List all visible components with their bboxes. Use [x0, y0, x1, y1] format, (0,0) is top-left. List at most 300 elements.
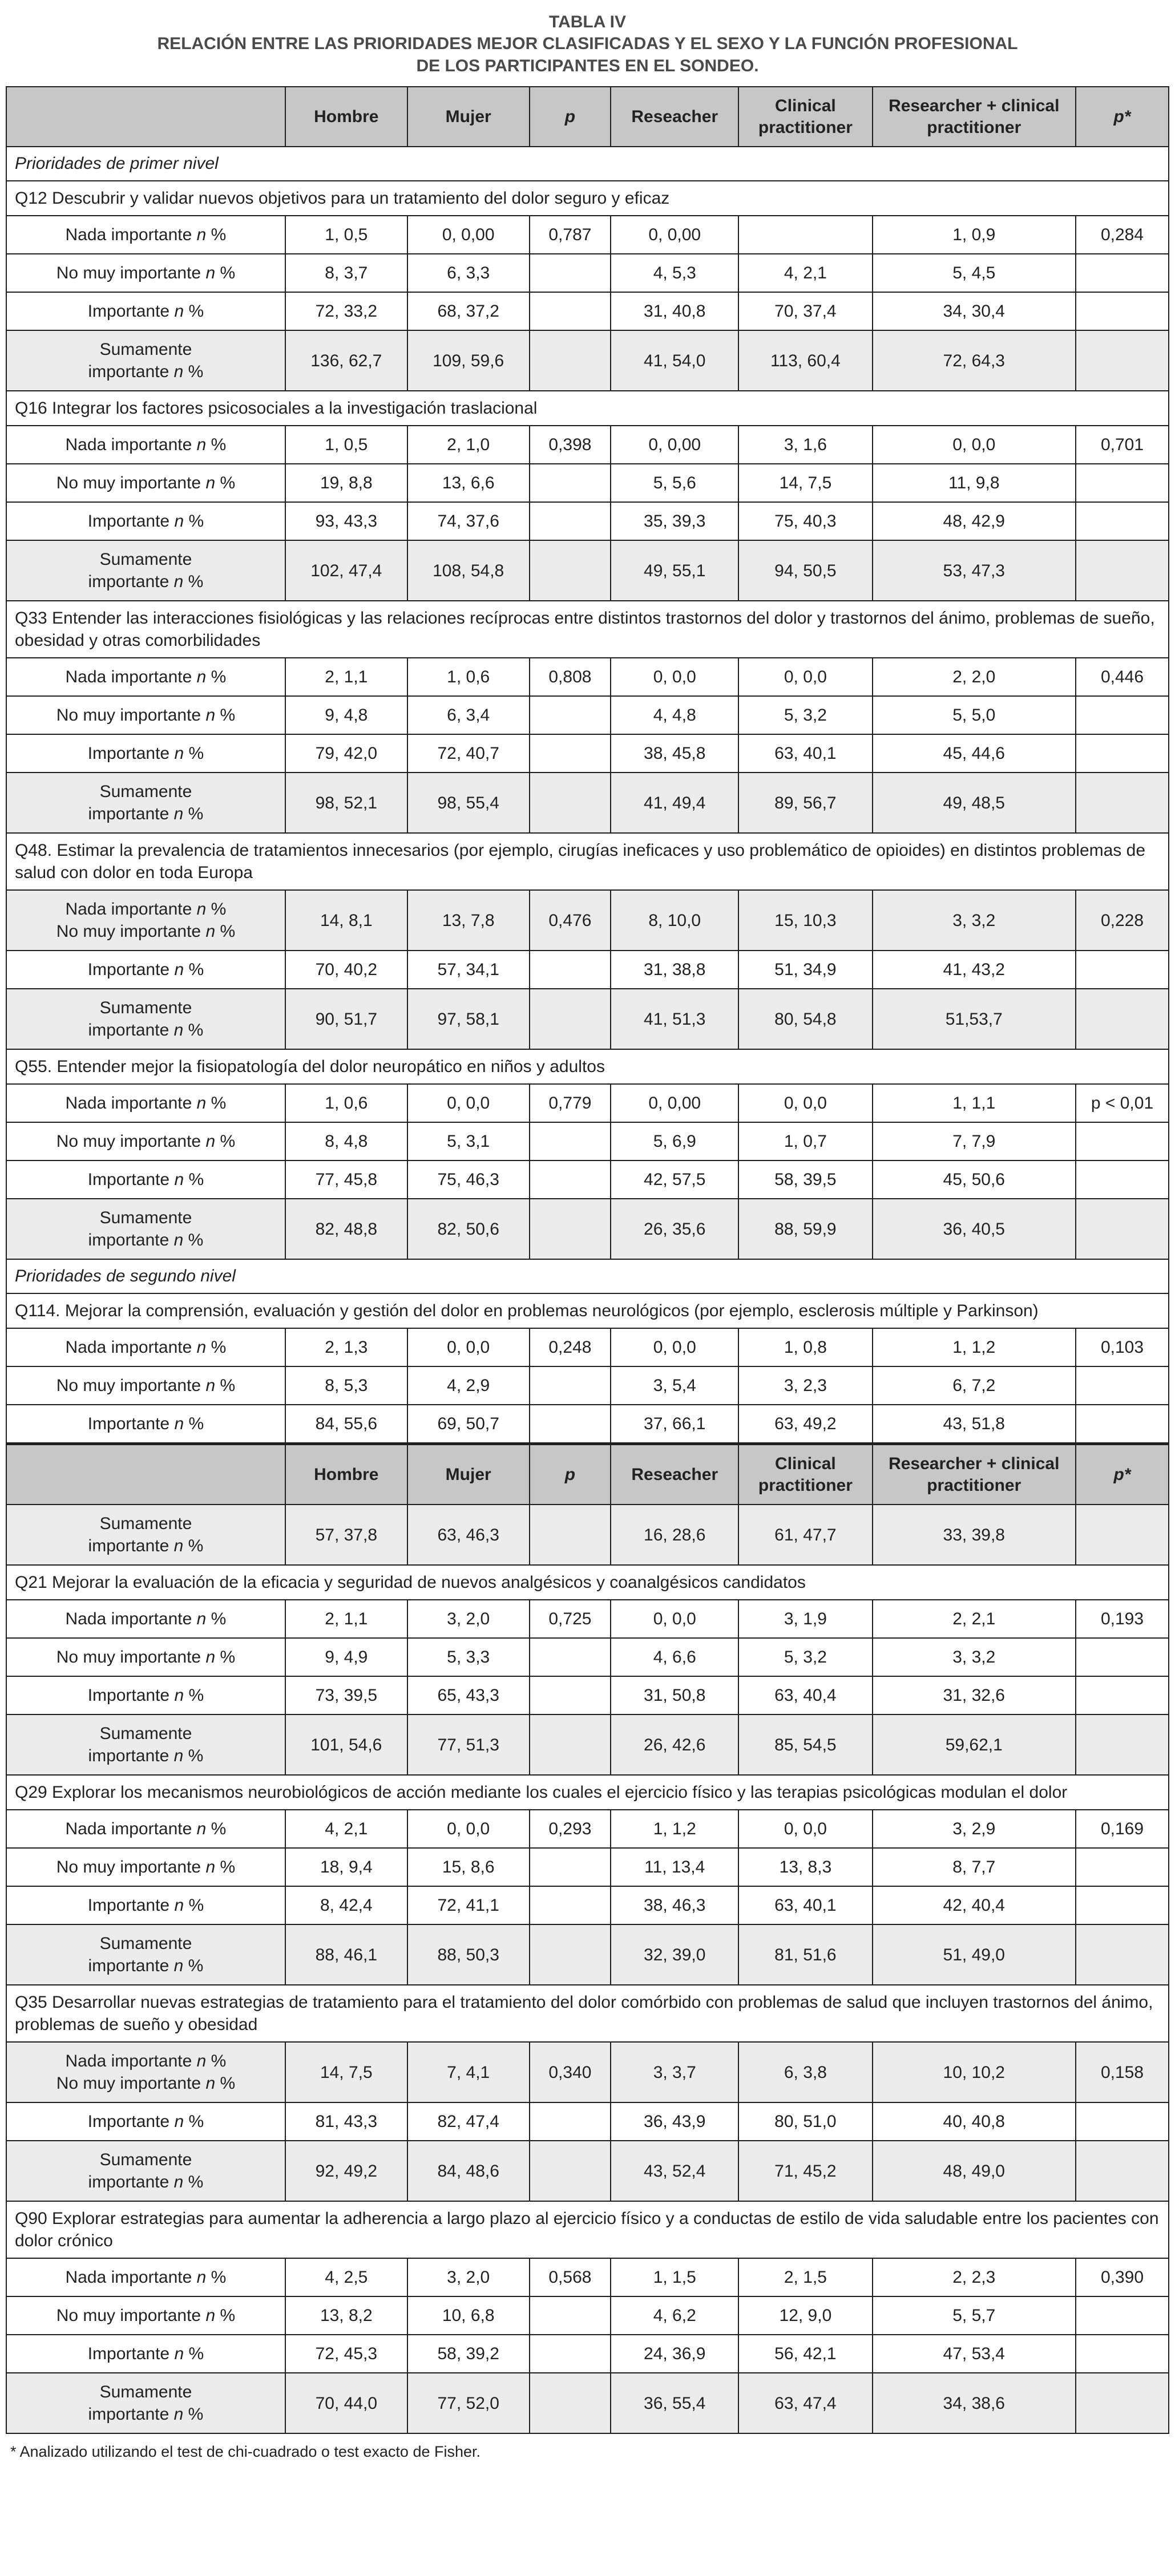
data-cell: 1, 0,7 [738, 1122, 872, 1160]
data-cell: 0, 0,0 [738, 1810, 872, 1848]
data-cell: 108, 54,8 [407, 540, 530, 601]
data-cell: 43, 52,4 [611, 2141, 738, 2201]
data-cell: 82, 50,6 [407, 1199, 530, 1259]
data-cell: 48, 42,9 [873, 502, 1076, 540]
data-cell: 0, 0,0 [611, 1328, 738, 1366]
data-row [6, 1924, 1169, 1985]
data-cell: 88, 46,1 [285, 1924, 407, 1985]
data-cell: 51,53,7 [873, 989, 1076, 1049]
data-cell: 72, 33,2 [285, 292, 407, 330]
question-text: Q29 Explorar los mecanismos neurobiológicos de acción mediante los cuales el ejercicio físico y las terapias psicológicas modulan el dolor [6, 1775, 1169, 1810]
p-value-cell: 0,787 [530, 216, 611, 254]
data-cell: 5, 3,2 [738, 696, 872, 734]
data-row [6, 1405, 1169, 1444]
row-label: Importante n % [6, 2102, 285, 2141]
data-cell: 5, 5,0 [873, 696, 1076, 734]
p-value-cell: 0,284 [1076, 216, 1169, 254]
data-cell: 49, 55,1 [611, 540, 738, 601]
data-row [6, 1505, 1169, 1565]
data-cell: 34, 38,6 [873, 2373, 1076, 2433]
data-cell: 6, 3,4 [407, 696, 530, 734]
data-cell: 80, 54,8 [738, 989, 872, 1049]
data-cell: 0, 0,0 [738, 1084, 872, 1122]
question-row [6, 1985, 1169, 2042]
data-cell: 1, 0,5 [285, 426, 407, 464]
data-cell: 77, 51,3 [407, 1714, 530, 1775]
data-cell: 31, 38,8 [611, 951, 738, 989]
p-value-cell [530, 464, 611, 502]
data-cell: 15, 10,3 [738, 890, 872, 951]
data-cell: 84, 48,6 [407, 2141, 530, 2201]
p-value-cell [530, 773, 611, 833]
data-cell: 19, 8,8 [285, 464, 407, 502]
question-row [6, 1293, 1169, 1328]
data-cell: 3, 3,2 [873, 1638, 1076, 1676]
data-row [6, 1600, 1169, 1638]
row-label: Importante n % [6, 951, 285, 989]
data-cell: 3, 2,0 [407, 2258, 530, 2296]
data-cell: 2, 2,0 [873, 658, 1076, 696]
table-caption [6, 11, 1169, 77]
data-row [6, 2042, 1169, 2102]
data-cell: 38, 45,8 [611, 734, 738, 773]
p-value-cell [1076, 1160, 1169, 1199]
question-text: Q90 Explorar estrategias para aumentar la adherencia a largo plazo al ejercicio físico y a conductas de estilo de vida saludable entre los pacientes con dolor crónico [6, 2201, 1169, 2258]
p-value-cell [1076, 2296, 1169, 2335]
data-cell: 8, 10,0 [611, 890, 738, 951]
data-cell: 69, 50,7 [407, 1405, 530, 1444]
question-row [6, 1775, 1169, 1810]
data-cell: 72, 45,3 [285, 2335, 407, 2373]
p-value-cell [1076, 1505, 1169, 1565]
data-cell: 2, 2,3 [873, 2258, 1076, 2296]
header-cell-pstar: p* [1076, 1444, 1169, 1505]
header-cell-p: p [530, 87, 611, 147]
data-cell: 41, 43,2 [873, 951, 1076, 989]
data-cell: 26, 42,6 [611, 1714, 738, 1775]
data-cell: 31, 40,8 [611, 292, 738, 330]
data-cell: 79, 42,0 [285, 734, 407, 773]
question-text: Q33 Entender las interacciones fisiológicas y las relaciones recíprocas entre distintos trastornos del dolor y trastornos del ánimo, problemas de sueño, obesidad y otras comorbilidades [6, 601, 1169, 658]
data-cell: 57, 37,8 [285, 1505, 407, 1565]
data-row [6, 216, 1169, 254]
data-cell: 4, 4,8 [611, 696, 738, 734]
row-label: No muy importante n % [6, 254, 285, 292]
row-label: Nada importante n % [6, 2258, 285, 2296]
row-label: Sumamente importante n % [6, 1714, 285, 1775]
data-cell: 109, 59,6 [407, 330, 530, 391]
data-cell: 72, 40,7 [407, 734, 530, 773]
data-cell: 113, 60,4 [738, 330, 872, 391]
p-value-cell [1076, 502, 1169, 540]
data-cell: 2, 1,0 [407, 426, 530, 464]
p-value-cell [530, 1405, 611, 1444]
data-cell: 82, 48,8 [285, 1199, 407, 1259]
p-value-cell [530, 330, 611, 391]
data-cell: 1, 1,2 [611, 1810, 738, 1848]
data-cell: 0, 0,0 [611, 658, 738, 696]
p-value-cell: 0,228 [1076, 890, 1169, 951]
section-label: Prioridades de segundo nivel [6, 1259, 1169, 1293]
data-cell: 8, 42,4 [285, 1886, 407, 1924]
data-cell: 36, 40,5 [873, 1199, 1076, 1259]
data-cell: 0, 0,0 [407, 1084, 530, 1122]
data-cell: 63, 46,3 [407, 1505, 530, 1565]
data-cell: 1, 1,2 [873, 1328, 1076, 1366]
data-cell: 45, 50,6 [873, 1160, 1076, 1199]
p-value-cell: 0,808 [530, 658, 611, 696]
data-cell: 6, 3,3 [407, 254, 530, 292]
p-value-cell [1076, 464, 1169, 502]
section-row [6, 147, 1169, 181]
p-value-cell [530, 1122, 611, 1160]
data-cell: 8, 4,8 [285, 1122, 407, 1160]
data-cell: 6, 7,2 [873, 1366, 1076, 1405]
data-cell: 0, 0,0 [611, 1600, 738, 1638]
data-cell: 58, 39,5 [738, 1160, 872, 1199]
p-value-cell: 0,293 [530, 1810, 611, 1848]
header-cell-pstar: p* [1076, 87, 1169, 147]
data-row [6, 464, 1169, 502]
row-label: Sumamente importante n % [6, 540, 285, 601]
row-label: Sumamente importante n % [6, 2373, 285, 2433]
data-row [6, 2373, 1169, 2433]
data-cell: 74, 37,6 [407, 502, 530, 540]
data-row [6, 890, 1169, 951]
p-value-cell [1076, 1886, 1169, 1924]
header-cell-empty [6, 1444, 285, 1505]
p-value-cell [1076, 989, 1169, 1049]
data-cell: 13, 6,6 [407, 464, 530, 502]
p-value-cell [1076, 2335, 1169, 2373]
p-value-cell: 0,158 [1076, 2042, 1169, 2102]
p-value-cell [530, 696, 611, 734]
p-value-cell: 0,169 [1076, 1810, 1169, 1848]
data-cell: 0, 0,00 [611, 1084, 738, 1122]
p-value-cell: 0,779 [530, 1084, 611, 1122]
question-text: Q35 Desarrollar nuevas estrategias de tratamiento para el tratamiento del dolor comórbido con problemas de salud que incluyen trastornos del ánimo, problemas de sueño y obesidad [6, 1985, 1169, 2042]
row-label: Nada importante n % [6, 216, 285, 254]
row-label: Nada importante n % [6, 1084, 285, 1122]
data-cell: 3, 1,6 [738, 426, 872, 464]
data-row [6, 1366, 1169, 1405]
header-cell-researcher-clinical-practitioner: Researcher + clinical practitioner [873, 1444, 1076, 1505]
data-cell: 98, 55,4 [407, 773, 530, 833]
data-cell: 3, 2,9 [873, 1810, 1076, 1848]
p-value-cell: 0,476 [530, 890, 611, 951]
data-cell: 97, 58,1 [407, 989, 530, 1049]
p-value-cell: 0,568 [530, 2258, 611, 2296]
data-cell: 1, 0,6 [285, 1084, 407, 1122]
data-cell: 72, 64,3 [873, 330, 1076, 391]
data-cell: 71, 45,2 [738, 2141, 872, 2201]
p-value-cell [1076, 1848, 1169, 1886]
row-label: Sumamente importante n % [6, 989, 285, 1049]
row-label: Sumamente importante n % [6, 330, 285, 391]
results-table [6, 86, 1169, 2434]
data-cell: 18, 9,4 [285, 1848, 407, 1886]
p-value-cell [1076, 734, 1169, 773]
section-row [6, 1259, 1169, 1293]
data-row [6, 426, 1169, 464]
data-cell: 1, 1,5 [611, 2258, 738, 2296]
data-cell: 2, 1,1 [285, 1600, 407, 1638]
question-text: Q12 Descubrir y validar nuevos objetivos para un tratamiento del dolor seguro y eficaz [6, 181, 1169, 216]
data-cell: 3, 2,3 [738, 1366, 872, 1405]
data-cell: 16, 28,6 [611, 1505, 738, 1565]
row-label: No muy importante n % [6, 2296, 285, 2335]
table-subtitle-line1: RELACIÓN ENTRE LAS PRIORIDADES MEJOR CLASIFICADAS Y EL SEXO Y LA FUNCIÓN PROFESIONAL [157, 34, 1018, 54]
question-text: Q16 Integrar los factores psicosociales a la investigación traslacional [6, 391, 1169, 426]
data-row [6, 773, 1169, 833]
p-value-cell: 0,340 [530, 2042, 611, 2102]
p-value-cell [1076, 1366, 1169, 1405]
data-row [6, 2296, 1169, 2335]
data-cell: 4, 2,1 [738, 254, 872, 292]
data-cell: 8, 5,3 [285, 1366, 407, 1405]
row-label: Importante n % [6, 1405, 285, 1444]
p-value-cell [1076, 1405, 1169, 1444]
data-row [6, 292, 1169, 330]
data-cell: 89, 56,7 [738, 773, 872, 833]
data-cell: 6, 3,8 [738, 2042, 872, 2102]
data-cell: 32, 39,0 [611, 1924, 738, 1985]
header-cell-hombre: Hombre [285, 1444, 407, 1505]
p-value-cell [530, 1714, 611, 1775]
question-row [6, 1049, 1169, 1084]
data-cell: 70, 44,0 [285, 2373, 407, 2433]
data-cell: 0, 0,0 [407, 1810, 530, 1848]
row-label: Nada importante n % [6, 658, 285, 696]
data-cell: 1, 0,8 [738, 1328, 872, 1366]
p-value-cell [1076, 951, 1169, 989]
data-cell: 4, 2,5 [285, 2258, 407, 2296]
data-cell: 82, 47,4 [407, 2102, 530, 2141]
data-cell: 4, 5,3 [611, 254, 738, 292]
data-cell: 5, 6,9 [611, 1122, 738, 1160]
data-cell: 35, 39,3 [611, 502, 738, 540]
p-value-cell [530, 502, 611, 540]
data-cell: 75, 46,3 [407, 1160, 530, 1199]
data-cell: 45, 44,6 [873, 734, 1076, 773]
data-row [6, 254, 1169, 292]
data-cell: 72, 41,1 [407, 1886, 530, 1924]
data-cell: 75, 40,3 [738, 502, 872, 540]
row-label: No muy importante n % [6, 1122, 285, 1160]
data-cell: 51, 34,9 [738, 951, 872, 989]
row-label: No muy importante n % [6, 1366, 285, 1405]
data-cell: 13, 8,2 [285, 2296, 407, 2335]
p-value-cell [530, 254, 611, 292]
row-label: Importante n % [6, 292, 285, 330]
data-row [6, 696, 1169, 734]
data-cell: 51, 49,0 [873, 1924, 1076, 1985]
p-value-cell [530, 1366, 611, 1405]
data-cell: 63, 40,1 [738, 1886, 872, 1924]
p-value-cell [1076, 330, 1169, 391]
p-value-cell [530, 2141, 611, 2201]
p-value-cell [1076, 2373, 1169, 2433]
p-value-cell [530, 734, 611, 773]
data-cell: 98, 52,1 [285, 773, 407, 833]
data-cell: 5, 3,2 [738, 1638, 872, 1676]
data-cell: 41, 49,4 [611, 773, 738, 833]
header-cell-p: p [530, 1444, 611, 1505]
header-cell-clinical-practitioner: Clinical practitioner [738, 87, 872, 147]
data-row [6, 2335, 1169, 2373]
row-label: Nada importante n % [6, 1600, 285, 1638]
row-label: Importante n % [6, 1676, 285, 1714]
p-value-cell [530, 1848, 611, 1886]
data-cell: 59,62,1 [873, 1714, 1076, 1775]
p-value-cell [530, 2373, 611, 2433]
data-cell: 73, 39,5 [285, 1676, 407, 1714]
data-cell: 49, 48,5 [873, 773, 1076, 833]
data-cell: 53, 47,3 [873, 540, 1076, 601]
data-row [6, 1848, 1169, 1886]
p-value-cell [530, 989, 611, 1049]
p-value-cell: 0,248 [530, 1328, 611, 1366]
p-value-cell [530, 951, 611, 989]
question-text: Q48. Estimar la prevalencia de tratamientos innecesarios (por ejemplo, cirugías ineficaces y uso problemático de opioides) en distintos problemas de salud con dolor en toda Europa [6, 833, 1169, 890]
p-value-cell: 0,193 [1076, 1600, 1169, 1638]
data-cell: 15, 8,6 [407, 1848, 530, 1886]
data-cell: 2, 1,1 [285, 658, 407, 696]
data-cell: 68, 37,2 [407, 292, 530, 330]
data-row [6, 1714, 1169, 1775]
data-row [6, 1328, 1169, 1366]
data-cell: 47, 53,4 [873, 2335, 1076, 2373]
p-value-cell [1076, 292, 1169, 330]
data-row [6, 2102, 1169, 2141]
data-cell: 2, 1,3 [285, 1328, 407, 1366]
data-cell: 11, 13,4 [611, 1848, 738, 1886]
data-cell: 42, 40,4 [873, 1886, 1076, 1924]
data-cell: 37, 66,1 [611, 1405, 738, 1444]
row-label: Nada importante n % [6, 1810, 285, 1848]
header-cell-reseacher: Reseacher [611, 87, 738, 147]
p-value-cell [1076, 254, 1169, 292]
data-cell [738, 216, 872, 254]
data-cell: 10, 10,2 [873, 2042, 1076, 2102]
data-row [6, 330, 1169, 391]
data-row [6, 540, 1169, 601]
data-cell: 0, 0,0 [407, 1328, 530, 1366]
data-cell: 8, 3,7 [285, 254, 407, 292]
p-value-cell [530, 1638, 611, 1676]
p-value-cell: 0,725 [530, 1600, 611, 1638]
question-row [6, 833, 1169, 890]
data-cell: 34, 30,4 [873, 292, 1076, 330]
row-label: Sumamente importante n % [6, 1924, 285, 1985]
row-label: Importante n % [6, 2335, 285, 2373]
data-cell: 81, 51,6 [738, 1924, 872, 1985]
row-label: No muy importante n % [6, 1638, 285, 1676]
data-cell: 3, 3,7 [611, 2042, 738, 2102]
data-cell: 92, 49,2 [285, 2141, 407, 2201]
p-value-cell [530, 1924, 611, 1985]
data-cell: 7, 7,9 [873, 1122, 1076, 1160]
data-cell: 5, 4,5 [873, 254, 1076, 292]
data-row [6, 1199, 1169, 1259]
data-cell: 0, 0,0 [738, 658, 872, 696]
p-value-cell [530, 1676, 611, 1714]
data-cell: 0, 0,0 [873, 426, 1076, 464]
data-row [6, 1676, 1169, 1714]
header-cell-mujer: Mujer [407, 87, 530, 147]
data-cell: 4, 2,9 [407, 1366, 530, 1405]
data-cell: 77, 45,8 [285, 1160, 407, 1199]
data-cell: 36, 55,4 [611, 2373, 738, 2433]
data-cell: 40, 40,8 [873, 2102, 1076, 2141]
data-cell: 57, 34,1 [407, 951, 530, 989]
header-cell-mujer: Mujer [407, 1444, 530, 1505]
data-row [6, 734, 1169, 773]
data-row [6, 1638, 1169, 1676]
p-value-cell: 0,398 [530, 426, 611, 464]
data-cell: 84, 55,6 [285, 1405, 407, 1444]
data-cell: 56, 42,1 [738, 2335, 872, 2373]
data-cell: 26, 35,6 [611, 1199, 738, 1259]
data-cell: 5, 3,1 [407, 1122, 530, 1160]
data-cell: 14, 7,5 [285, 2042, 407, 2102]
row-label: Nada importante n % No muy importante n % [6, 2042, 285, 2102]
p-value-cell [1076, 1638, 1169, 1676]
p-value-cell: 0,103 [1076, 1328, 1169, 1366]
section-label: Prioridades de primer nivel [6, 147, 1169, 181]
data-cell: 1, 1,1 [873, 1084, 1076, 1122]
data-cell: 4, 6,6 [611, 1638, 738, 1676]
question-row [6, 1565, 1169, 1600]
p-value-cell [1076, 1714, 1169, 1775]
row-label: Sumamente importante n % [6, 2141, 285, 2201]
p-value-cell [530, 2102, 611, 2141]
row-label: Nada importante n % [6, 1328, 285, 1366]
row-label: Sumamente importante n % [6, 773, 285, 833]
question-row [6, 601, 1169, 658]
p-value-cell: 0,446 [1076, 658, 1169, 696]
data-cell: 3, 2,0 [407, 1600, 530, 1638]
row-label: Nada importante n % No muy importante n % [6, 890, 285, 951]
data-cell: 63, 49,2 [738, 1405, 872, 1444]
data-row [6, 502, 1169, 540]
p-value-cell [1076, 1199, 1169, 1259]
data-cell: 31, 50,8 [611, 1676, 738, 1714]
data-cell: 5, 5,7 [873, 2296, 1076, 2335]
data-row [6, 951, 1169, 989]
p-value-cell [1076, 2102, 1169, 2141]
data-cell: 93, 43,3 [285, 502, 407, 540]
data-cell: 48, 49,0 [873, 2141, 1076, 2201]
p-value-cell [530, 292, 611, 330]
data-cell: 41, 54,0 [611, 330, 738, 391]
data-cell: 70, 37,4 [738, 292, 872, 330]
data-cell: 5, 3,3 [407, 1638, 530, 1676]
header-cell-researcher-clinical-practitioner: Researcher + clinical practitioner [873, 87, 1076, 147]
data-row [6, 658, 1169, 696]
data-cell: 11, 9,8 [873, 464, 1076, 502]
data-cell: 1, 0,5 [285, 216, 407, 254]
table-footnote: * Analizado utilizando el test de chi-cuadrado o test exacto de Fisher. [10, 2443, 481, 2461]
data-cell: 36, 43,9 [611, 2102, 738, 2141]
header-cell-empty [6, 87, 285, 147]
data-cell: 1, 0,6 [407, 658, 530, 696]
data-cell: 88, 50,3 [407, 1924, 530, 1985]
data-cell: 31, 32,6 [873, 1676, 1076, 1714]
question-text: Q114. Mejorar la comprensión, evaluación y gestión del dolor en problemas neurológicos (por ejemplo, esclerosis múltiple y Parkinson) [6, 1293, 1169, 1328]
data-cell: 88, 59,9 [738, 1199, 872, 1259]
p-value-cell: p < 0,01 [1076, 1084, 1169, 1122]
